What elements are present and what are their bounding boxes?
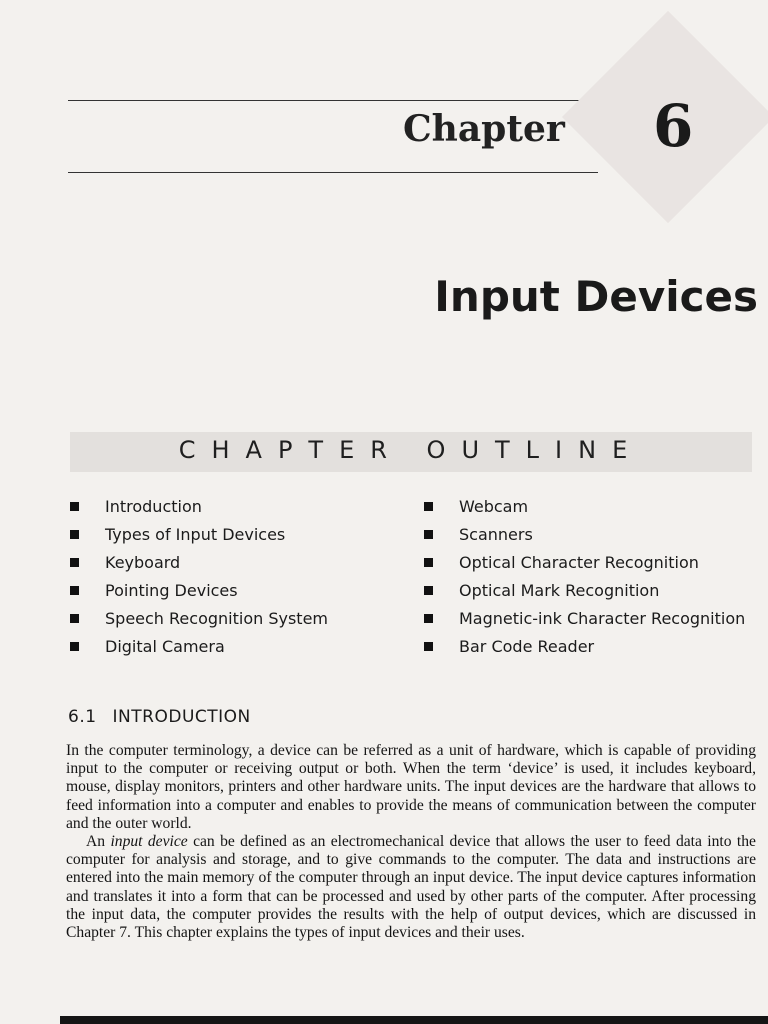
page-bottom-edge	[60, 1016, 768, 1024]
chapter-label: Chapter	[403, 108, 565, 150]
term-input-device: input device	[110, 833, 188, 851]
header-rule-top	[68, 100, 598, 101]
paragraph-2	[66, 833, 756, 942]
outline-item: Pointing Devices	[70, 576, 328, 604]
outline-item: Digital Camera	[70, 632, 328, 660]
paragraph-1: In the computer terminology, a device can be referred as a unit of hardware, which is capable of providing input to the computer or receiving output or both. When the term ‘device’ is used, it includes keyboard, mouse, display monitors, printers and other hardware units. The input devices are the hardware that allows to feed information into a computer and enables to provide the means of communication between the computer and the outer world.	[66, 742, 756, 832]
square-bullet-icon	[424, 614, 433, 623]
square-bullet-icon	[424, 502, 433, 511]
square-bullet-icon	[424, 558, 433, 567]
outline-item: Magnetic-ink Character Recognition	[424, 604, 745, 632]
square-bullet-icon	[70, 558, 79, 567]
square-bullet-icon	[70, 642, 79, 651]
section-number: 6.1	[68, 707, 97, 727]
outline-item: Webcam	[424, 492, 745, 520]
outline-item: Keyboard	[70, 548, 328, 576]
outline-item: Scanners	[424, 520, 745, 548]
paragraph-2-lead: An	[86, 833, 111, 851]
outline-item: Speech Recognition System	[70, 604, 328, 632]
section-body	[66, 742, 756, 942]
header-rule-bottom	[68, 172, 598, 173]
chapter-number: 6	[653, 92, 694, 160]
square-bullet-icon	[70, 502, 79, 511]
square-bullet-icon	[70, 586, 79, 595]
section-title: INTRODUCTION	[112, 707, 251, 727]
outline-item: Introduction	[70, 492, 328, 520]
square-bullet-icon	[424, 642, 433, 651]
paragraph-2-rest: can be defined as an electromechanical device that allows the user to feed data into the computer for analysis and storage, and to give commands to the computer. The data and instructions are entered into the main memory of the computer through an input device. The input device captures information and translates it into a form that can be processed and used by other parts of the computer. After processing the input data, the computer provides the results with the help of output devices, which are discussed in Chapter 7. This chapter explains the types of input devices and their uses.	[66, 833, 756, 942]
chapter-outline-heading: CHAPTER OUTLINE	[178, 436, 644, 464]
outline-item: Bar Code Reader	[424, 632, 745, 660]
square-bullet-icon	[424, 530, 433, 539]
outline-item: Types of Input Devices	[70, 520, 328, 548]
square-bullet-icon	[424, 586, 433, 595]
outline-item: Optical Character Recognition	[424, 548, 745, 576]
outline-item: Optical Mark Recognition	[424, 576, 745, 604]
square-bullet-icon	[70, 614, 79, 623]
outline-list-right	[424, 492, 745, 660]
section-heading	[68, 707, 251, 727]
square-bullet-icon	[70, 530, 79, 539]
outline-list-left	[70, 492, 328, 660]
chapter-title: Input Devices	[434, 272, 758, 321]
